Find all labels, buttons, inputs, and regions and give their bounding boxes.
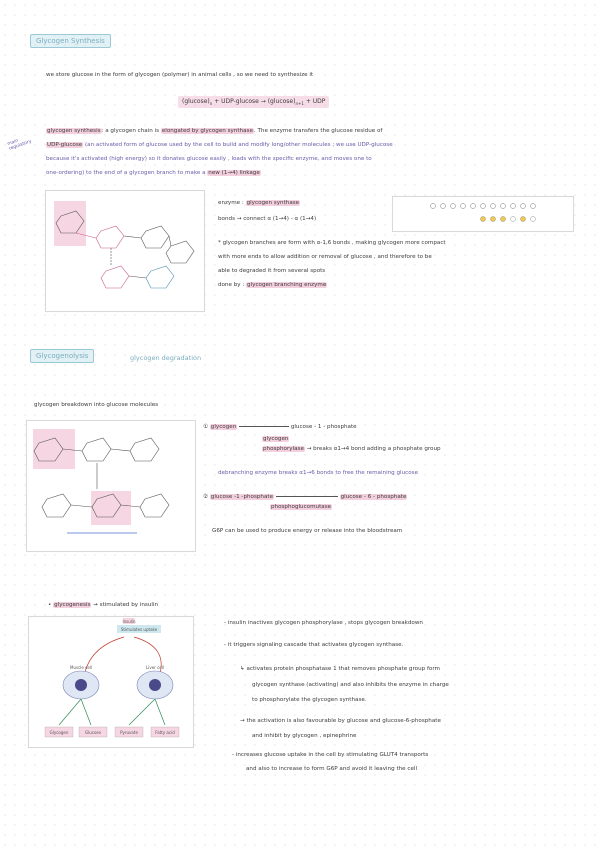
eq-plus: + UDP <box>303 98 326 105</box>
muscle-nucleus <box>75 679 87 691</box>
eq-lhs: (glucose) <box>182 98 210 105</box>
ring-b <box>82 438 111 461</box>
chain-unit <box>461 204 466 209</box>
section2-intro: glycogen breakdown into glucose molecules <box>34 402 159 408</box>
step1-number: ① <box>203 424 209 430</box>
liver-nucleus <box>149 679 161 691</box>
section1-title: Glycogen Synthesis <box>30 34 111 48</box>
term-glycogenesis: glycogenesis <box>54 602 91 608</box>
chain-unit <box>491 204 496 209</box>
text-fragment: → stimulated by insulin <box>91 602 159 608</box>
green-arrow-2 <box>81 699 91 725</box>
step2-arrow <box>276 496 338 497</box>
chain-diagram <box>393 197 573 231</box>
branch-line-4 <box>218 282 327 289</box>
chain-unit-new <box>521 217 526 222</box>
section1-intro: we store glucose in the form of glycogen (polymer) in animal cells , so we need to synthesize it <box>46 72 314 78</box>
chain-unit <box>511 217 516 222</box>
step1-arrow <box>239 426 289 427</box>
eq-sub-n1: n+1 <box>295 101 304 107</box>
bond-c <box>71 505 92 507</box>
synthesis-equation <box>178 96 329 108</box>
chain-unit <box>531 204 536 209</box>
fig3-top-box: Stimulates uptake <box>120 627 158 632</box>
enzyme-value: glycogen synthase <box>246 200 300 206</box>
ring-6 <box>166 241 194 263</box>
text-fragment: one-ordering) to the end of a glycogen branch to make a <box>46 170 206 176</box>
figure-glycogen-chain <box>392 196 574 232</box>
bond-2 <box>129 276 146 278</box>
bonds-label: bonds → connect <box>218 216 268 222</box>
synthesis-line-1 <box>46 128 382 135</box>
insulin-bullet-5b: and also to increase to form G6P and avoid it leaving the cell <box>246 766 418 772</box>
done-by-label: done by : <box>218 282 247 288</box>
insulin-bullet-4a: → the activation is also favourable by glucose and glucose-6-phosphate <box>240 718 441 724</box>
bond-b <box>111 449 130 451</box>
ring-5 <box>146 266 174 288</box>
chain-unit <box>521 204 526 209</box>
insulin-diagram <box>29 617 193 747</box>
highlight-g1p <box>91 491 131 525</box>
chain-unit <box>471 204 476 209</box>
highlight-glycogen <box>33 429 75 469</box>
branching-enzyme: glycogen branching enzyme <box>247 282 327 288</box>
text-fragment: : a glycogen chain is <box>101 128 160 134</box>
chain-unit <box>431 204 436 209</box>
branch-line-2: with more ends to allow addition or removal of glucose , and therefore to be <box>218 254 432 260</box>
chain-unit <box>451 204 456 209</box>
chain-unit <box>531 217 536 222</box>
insulin-bullet-2: - it triggers signaling cascade that activates glycogen synthase. <box>224 642 404 648</box>
fig3-bottom-3: Pyruvate <box>120 730 138 735</box>
step2-line <box>203 494 407 501</box>
term-elongated: elongated by glycogen synthase <box>161 128 253 134</box>
text-fragment: (an activated form of glucose used by the cell to build and modify long/other molecules ; we use UDP-glucose <box>83 142 393 148</box>
glucose-ring-diagram <box>46 191 204 311</box>
text-fragment: . The enzyme transfers the glucose residue of <box>253 128 383 134</box>
step1-enzyme-2 <box>262 446 441 453</box>
step2-enzyme-name: phosphoglucomutase <box>271 504 332 510</box>
ring-2 <box>96 226 124 248</box>
step1-enzyme-name: glycogen <box>263 436 289 442</box>
term-glycogen-synthesis: glycogen synthesis <box>47 128 101 134</box>
fig3-bottom-2: Glucose <box>85 730 101 735</box>
bond-1 <box>124 236 141 238</box>
chain-unit <box>441 204 446 209</box>
branch-line-1: * glycogen branches are form with α-1,6 bonds , making glycogen more compact <box>218 240 446 246</box>
enzyme-label: enzyme : <box>218 200 244 206</box>
term-new-linkage: new (1→4) linkage <box>208 170 260 176</box>
fig3-bottom-1: Glycogen <box>49 730 69 735</box>
figure-insulin <box>28 616 194 748</box>
step2-number: ② <box>203 494 209 500</box>
step2-g1p: glucose -1 -phosphate <box>210 494 274 500</box>
step1-product: glucose - 1 - phosphate <box>290 424 357 430</box>
eq-plus-udp: + UDP-glucose <box>212 98 259 105</box>
branch-line-3: able to degraded it from several spots <box>218 268 326 274</box>
section2-title: Glycogenolysis <box>30 349 94 363</box>
synthesis-line-3: because it's activated (high energy) so it donates glucose easily , loads with the specific enzyme, and moves one to <box>46 156 372 162</box>
ring-c <box>130 438 159 461</box>
eq-sub-n: n <box>209 101 213 107</box>
insulin-bullet-5a: - increases glucose uptake in the cell by stimulating GLUT4 transports <box>232 752 429 758</box>
insulin-bullet-1: - insulin inactives glycogen phosphorylase , stops glycogen breakdown <box>224 620 423 626</box>
figure-synthesis-structure <box>45 190 205 312</box>
term-udp-glucose: UDP-glucose <box>47 142 83 148</box>
green-arrow-4 <box>155 699 165 725</box>
chain-unit <box>501 204 506 209</box>
insulin-bullet-3b: glycogen synthase (activating) and also inhibits the enzyme in charge <box>252 682 449 688</box>
fig3-bottom-4: Fatty acid <box>155 730 175 735</box>
fig3-right-cell: Liver cell <box>146 665 164 670</box>
synthesis-line-2 <box>46 142 393 149</box>
section3-heading <box>48 602 158 609</box>
step1-enzyme-1 <box>262 436 289 443</box>
green-arrow-3 <box>129 699 155 725</box>
figure-breakdown <box>26 420 196 552</box>
section2-subtitle: glycogen degradation <box>130 354 202 362</box>
bond-3 <box>169 236 171 246</box>
g6p-line: G6P can be used to produce energy or release into the bloodstream <box>212 528 403 534</box>
side-note: main regulatory <box>6 138 33 152</box>
arrow-left <box>84 637 124 677</box>
fig3-top-label: Insulin <box>122 619 136 624</box>
chain-unit <box>481 204 486 209</box>
eq-arrow: → <box>258 98 268 105</box>
ring-3 <box>141 226 169 248</box>
synthesis-line-4 <box>46 170 261 177</box>
insulin-bullet-4b: and inhibit by glycogen , epinephrine <box>252 733 357 739</box>
chain-unit <box>511 204 516 209</box>
step1-line <box>203 424 357 431</box>
debranch-line: debranching enzyme breaks α1→6 bonds to free the remaining glucose <box>218 470 419 476</box>
insulin-bullet-3a: ↳ activates protein phosphatase 1 that removes phosphate group form <box>240 666 440 672</box>
bonds-line <box>218 216 316 223</box>
chain-unit-new <box>501 217 506 222</box>
step2-enzyme <box>270 504 332 511</box>
breakdown-diagram <box>27 421 195 551</box>
step2-g6p: glucose - 6 - phosphate <box>340 494 407 500</box>
ring-4 <box>101 266 129 288</box>
ring-d <box>42 494 71 517</box>
ring-f <box>140 494 169 517</box>
chain-unit-new <box>491 217 496 222</box>
step1-glycogen: glycogen <box>210 424 237 430</box>
eq-rhs: (glucose) <box>267 98 296 105</box>
green-arrow-1 <box>59 699 81 725</box>
enzyme-line <box>218 200 300 207</box>
fig3-left-cell: Muscle cell <box>70 665 92 670</box>
bullet: • <box>48 602 52 608</box>
step1-note: → breaks α1→4 bond adding a phosphate group <box>306 446 441 452</box>
bonds-value: α (1→4) - α (1→4) <box>267 216 317 222</box>
insulin-bullet-3c: to phosphorylate the glycogen synthase. <box>252 697 367 703</box>
step1-enzyme-name-2: phosphorylase <box>263 446 304 452</box>
highlight-udp <box>54 201 86 246</box>
chain-unit-new <box>481 217 486 222</box>
